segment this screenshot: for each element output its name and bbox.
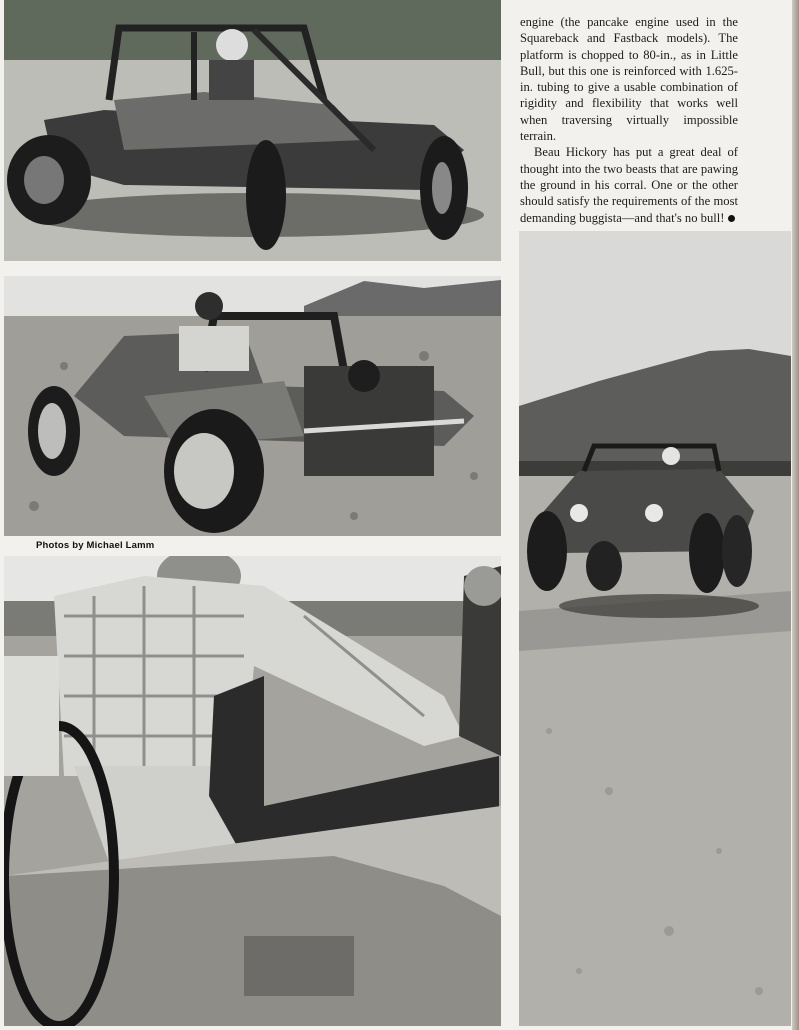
article-paragraph [520,144,738,225]
photo-man-adjusting-seat [4,556,501,1026]
photo-credit: Photos by Michael Lamm [36,540,155,551]
photo-fiberglass-buggy-engine [4,276,501,536]
photo-buggy-airborne [519,231,791,1026]
end-mark-icon [728,215,735,222]
photo-roll-cage-buggy [4,0,501,261]
article-text [520,14,738,226]
article-paragraph: engine (the pancake engine used in the Squareback and Fastback models). The platform is chopped to 80-in., as in Little Bull, but this one is reinforced with 1.625-in. tubing to give a usable combination of rigidity and flexibility that works well when traversing virtually impossible terrain. [520,15,738,144]
article-paragraph-text: Beau Hickory has put a great deal of thought into the two beasts that are pawing the ground in his corral. One or the other should satisfy the requirements of the most demanding buggista—and that's no bull! [520,145,738,225]
page-binding-edge [792,0,799,1030]
